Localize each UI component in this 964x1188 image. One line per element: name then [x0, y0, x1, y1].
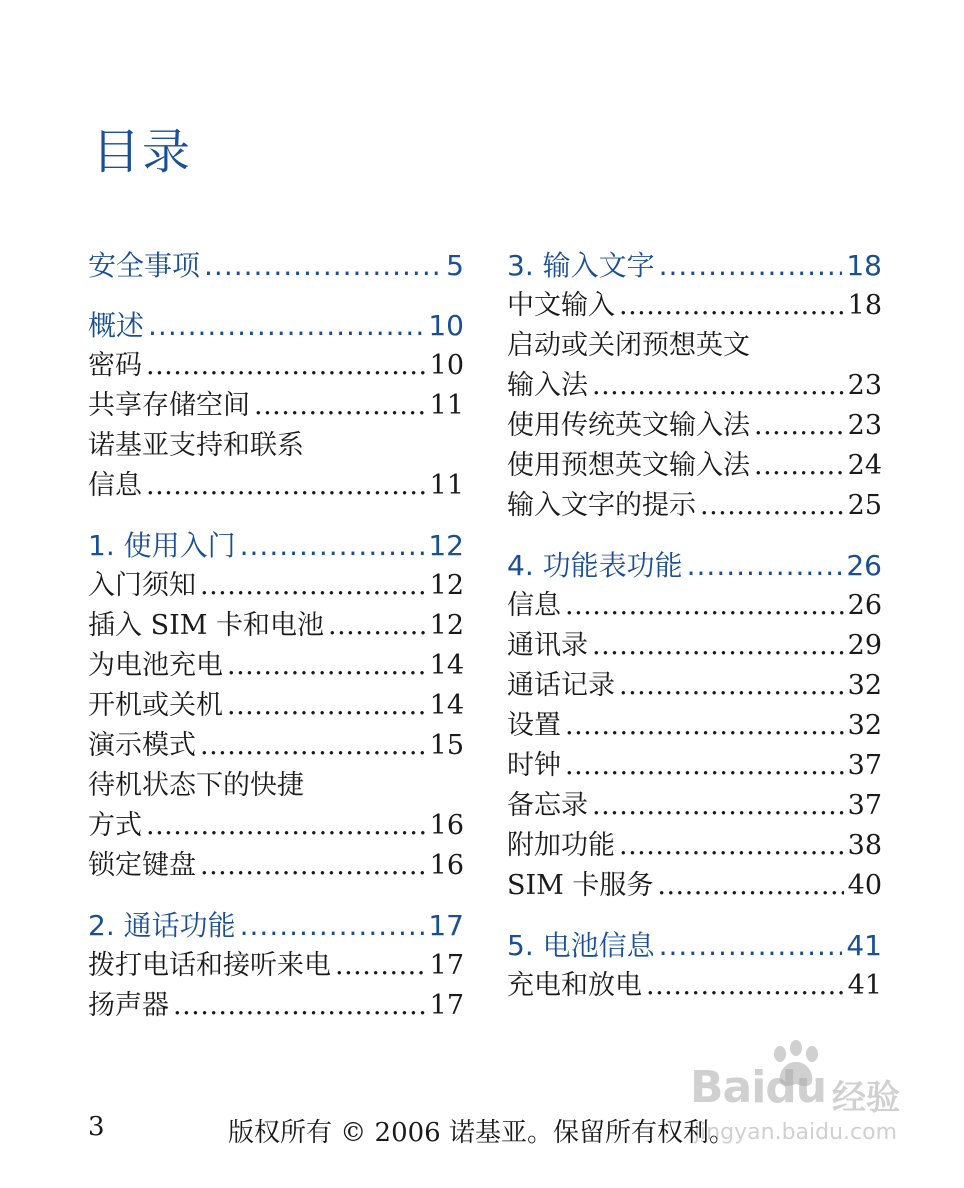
toc-entry-label: 方式 [88, 810, 142, 841]
toc-entry-page: 14 [429, 650, 464, 681]
toc-entry[interactable] [88, 946, 464, 986]
toc-entry-page: 15 [429, 730, 464, 761]
toc-section-heading[interactable] [88, 526, 464, 566]
dot-leader [659, 246, 843, 286]
toc-entry-label: 为电池充电 [88, 650, 223, 681]
toc-entry-label: 通话记录 [507, 670, 615, 701]
toc-entry-label: 锁定键盘 [88, 850, 196, 881]
dot-leader [254, 386, 426, 426]
toc-entry[interactable] [88, 726, 464, 766]
toc-entry-label: 共享存储空间 [88, 390, 250, 421]
dot-leader [700, 486, 844, 526]
dot-leader [687, 546, 843, 586]
toc-entry[interactable] [507, 706, 882, 746]
toc-entry-label: 输入法 [507, 370, 588, 401]
toc-entry-page: 26 [847, 590, 882, 621]
toc-entry-label: 中文输入 [507, 290, 615, 321]
toc-entry-page: 41 [847, 970, 882, 1001]
dot-leader [200, 846, 426, 886]
toc-heading-label: 概述 [88, 309, 145, 342]
toc-entry[interactable] [88, 606, 464, 646]
dot-leader [754, 406, 844, 446]
dot-leader [240, 526, 425, 566]
dot-leader [592, 786, 844, 826]
toc-entry[interactable] [507, 286, 882, 326]
toc-heading-page: 10 [428, 309, 464, 342]
dot-leader [619, 826, 844, 866]
dot-leader [200, 726, 426, 766]
dot-leader [240, 906, 425, 946]
toc-entry-label: 密码 [88, 350, 142, 381]
watermark-brand: Baidu [690, 1062, 827, 1113]
page-title: 目录 [92, 124, 193, 180]
toc-entry-label: 信息 [507, 590, 561, 621]
toc-entry[interactable] [88, 466, 464, 506]
toc-entry-page: 11 [429, 470, 464, 501]
toc-heading-page: 17 [428, 909, 464, 942]
toc-entry-label: 时钟 [507, 750, 561, 781]
toc-entry-page: 24 [847, 450, 882, 481]
toc-entry[interactable] [88, 386, 464, 426]
toc-heading-label: 3. 输入文字 [507, 249, 655, 282]
toc-heading-page: 12 [428, 529, 464, 562]
toc-entry[interactable] [88, 346, 464, 386]
toc-entry-page: 17 [429, 950, 464, 981]
watermark-url: jingyan.baidu.com [694, 1120, 898, 1145]
toc-section [88, 526, 464, 886]
toc-entry-label-line1[interactable]: 启动或关闭预想英文 [507, 330, 750, 361]
toc-entry[interactable] [88, 686, 464, 726]
copyright-notice: 版权所有 © 2006 诺基亚。保留所有权利。 [228, 1118, 735, 1148]
toc-entry-page: 40 [847, 870, 882, 901]
toc-entry-page: 11 [429, 390, 464, 421]
toc-section [88, 306, 464, 506]
toc-left-column [88, 246, 464, 1026]
toc-entry-page: 17 [429, 990, 464, 1021]
toc-entry-label: 信息 [88, 470, 142, 501]
toc-entry-page: 38 [847, 830, 882, 861]
toc-right-column [507, 246, 882, 1006]
dot-leader [335, 946, 426, 986]
dot-leader [146, 466, 426, 506]
toc-entry[interactable] [88, 986, 464, 1026]
toc-entry-page: 32 [847, 710, 882, 741]
dot-leader [227, 686, 426, 726]
dot-leader [146, 346, 426, 386]
toc-heading-label: 4. 功能表功能 [507, 549, 683, 582]
toc-entry-label: 通讯录 [507, 630, 588, 661]
toc-entry-label: 开机或关机 [88, 690, 223, 721]
toc-entry[interactable] [507, 406, 882, 446]
toc-section-heading[interactable] [507, 926, 882, 966]
dot-leader [204, 246, 442, 286]
dot-leader [565, 746, 844, 786]
toc-entry-page: 16 [429, 850, 464, 881]
toc-entry-page: 37 [847, 790, 882, 821]
toc-section [507, 926, 882, 1006]
toc-entry[interactable] [507, 746, 882, 786]
toc-heading-page: 5 [446, 249, 464, 282]
toc-entry-label: SIM 卡服务 [507, 870, 654, 901]
toc-section [507, 246, 882, 526]
dot-leader [565, 706, 844, 746]
toc-section-heading[interactable] [507, 546, 882, 586]
toc-section-heading[interactable] [507, 246, 882, 286]
toc-entry-label: 入门须知 [88, 570, 196, 601]
toc-entry-label: 插入 SIM 卡和电池 [88, 610, 324, 641]
toc-entry-label: 使用预想英文输入法 [507, 450, 750, 481]
toc-entry-page: 23 [847, 370, 882, 401]
toc-entry[interactable] [507, 366, 882, 406]
toc-heading-label: 1. 使用入门 [88, 529, 236, 562]
toc-entry[interactable] [88, 566, 464, 606]
dot-leader [146, 806, 426, 846]
dot-leader [657, 866, 843, 906]
toc-section-heading[interactable] [88, 906, 464, 946]
toc-heading-label: 2. 通话功能 [88, 909, 236, 942]
dot-leader [659, 926, 843, 966]
toc-entry-label: 演示模式 [88, 730, 196, 761]
dot-leader [619, 286, 844, 326]
toc-entry-page: 29 [847, 630, 882, 661]
toc-entry-page: 16 [429, 810, 464, 841]
toc-entry-label: 备忘录 [507, 790, 588, 821]
dot-leader [173, 986, 426, 1026]
toc-heading-label: 安全事项 [88, 249, 201, 282]
page-number: 3 [88, 1112, 105, 1142]
toc-entry[interactable] [88, 806, 464, 846]
toc-entry[interactable] [507, 586, 882, 626]
toc-entry-page: 10 [429, 350, 464, 381]
toc-entry-page: 25 [847, 490, 882, 521]
toc-entry-label: 扬声器 [88, 990, 169, 1021]
toc-entry-page: 18 [847, 290, 882, 321]
toc-entry[interactable] [507, 666, 882, 706]
toc-section-heading[interactable] [88, 246, 464, 286]
dot-leader [227, 646, 426, 686]
dot-leader [754, 446, 844, 486]
toc-entry[interactable] [507, 826, 882, 866]
toc-entry-page: 37 [847, 750, 882, 781]
dot-leader [328, 606, 426, 646]
toc-entry-page: 23 [847, 410, 882, 441]
toc-entry[interactable] [88, 646, 464, 686]
toc-entry-label: 输入文字的提示 [507, 490, 696, 521]
toc-section-heading[interactable] [88, 306, 464, 346]
toc-section [88, 906, 464, 1026]
toc-entry-label-line1[interactable]: 诺基亚支持和联系 [88, 430, 304, 461]
toc-entry[interactable] [507, 446, 882, 486]
watermark-suffix: 经验 [832, 1078, 900, 1118]
toc-entry-label: 使用传统英文输入法 [507, 410, 750, 441]
toc-entry[interactable] [507, 966, 882, 1006]
toc-entry[interactable] [88, 846, 464, 886]
toc-heading-label: 5. 电池信息 [507, 929, 655, 962]
toc-entry-label: 附加功能 [507, 830, 615, 861]
toc-heading-page: 26 [846, 549, 882, 582]
toc-heading-page: 18 [846, 249, 882, 282]
toc-entry-page: 32 [847, 670, 882, 701]
dot-leader [200, 566, 426, 606]
dot-leader [565, 586, 844, 626]
toc-section [88, 246, 464, 286]
toc-entry-label: 充电和放电 [507, 970, 642, 1001]
dot-leader [592, 366, 844, 406]
dot-leader [646, 966, 844, 1006]
dot-leader [148, 306, 424, 346]
toc-entry-page: 12 [429, 570, 464, 601]
toc-entry[interactable] [507, 486, 882, 526]
toc-heading-page: 41 [846, 929, 882, 962]
toc-entry-label: 拨打电话和接听来电 [88, 950, 331, 981]
dot-leader [592, 626, 844, 666]
toc-entry[interactable] [507, 626, 882, 666]
toc-entry[interactable] [507, 866, 882, 906]
toc-section [507, 546, 882, 906]
toc-entry[interactable] [507, 786, 882, 826]
dot-leader [619, 666, 844, 706]
toc-entry-label: 设置 [507, 710, 561, 741]
toc-entry-label-line1[interactable]: 待机状态下的快捷 [88, 770, 304, 801]
toc-entry-page: 12 [429, 610, 464, 641]
toc-entry-page: 14 [429, 690, 464, 721]
